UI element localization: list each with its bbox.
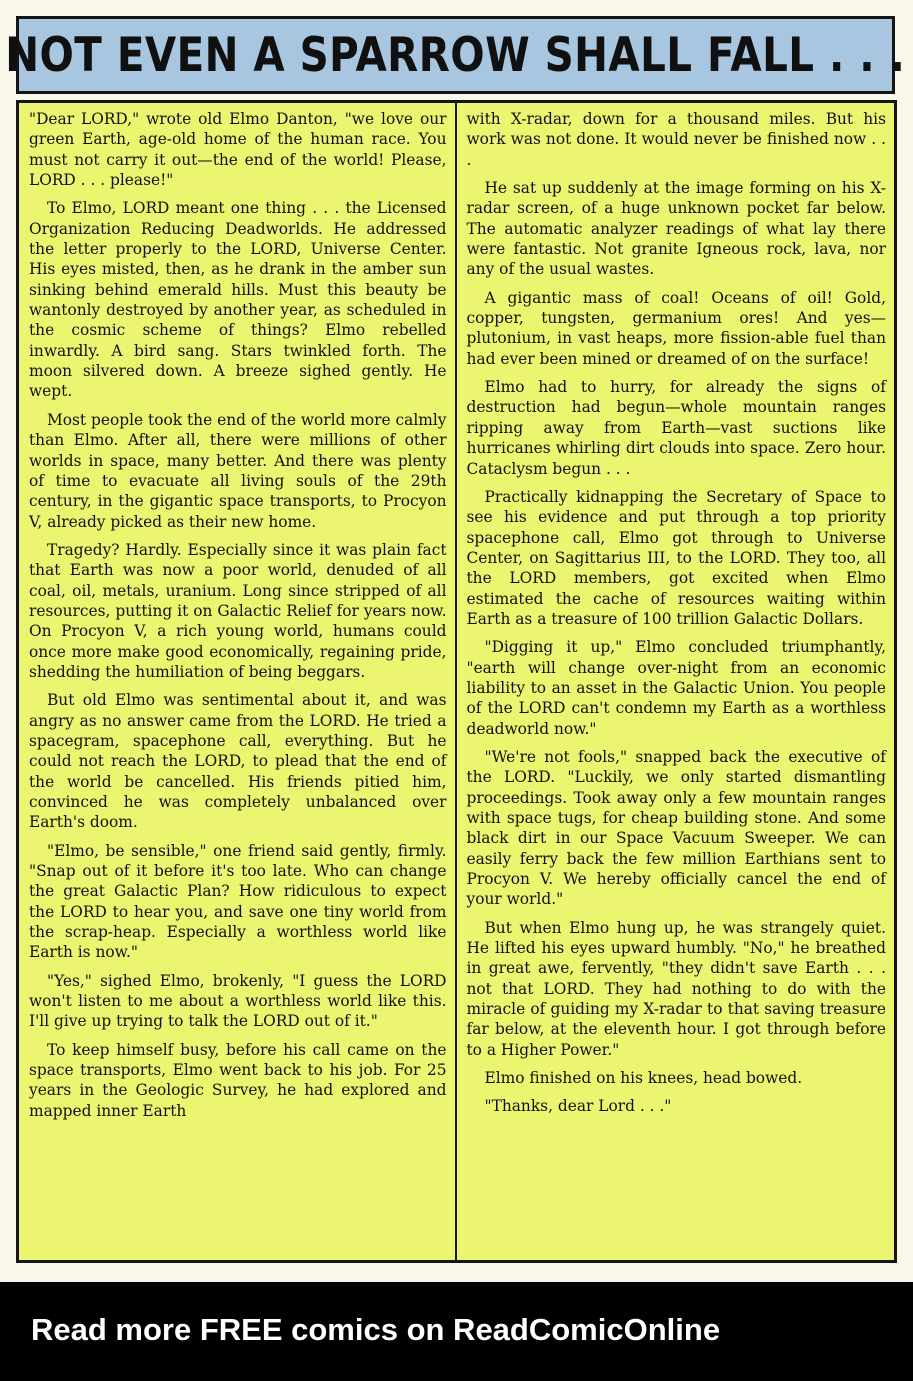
- story-paragraph: Tragedy? Hardly. Especially since it was plain fact that Earth was now a poor world, denuded of all coal, oil, metals, uranium. Long since stripped of all resources, putting it on Galactic Relief for years now. On Procyon V, a rich young world, humans could once more make good economically, regaining pride, shedding the humiliation of being beggars.: [29, 540, 447, 681]
- story-paragraph: A gigantic mass of coal! Oceans of oil! Gold, copper, tungsten, germanium ores! And yes—plutonium, in vast heaps, more fission-able fuel than had ever been mined or dreamed of on the surface!: [466, 288, 886, 368]
- story-paragraph: Practically kidnapping the Secretary of Space to see his evidence and put through a top priority spacephone call, Elmo got through to Universe Center, on Sagittarius III, to the LORD. They too, all the LORD members, got excited when Elmo estimated the cache of resources waiting within Earth as a treasure of 100 trillion Galactic Dollars.: [466, 487, 886, 628]
- promo-footer-bar: [0, 1282, 913, 1381]
- title-banner: [5, 16, 906, 94]
- story-paragraph: "Digging it up," Elmo concluded triumphantly, "earth will change over-night from an economic liability to an asset in the Galactic Union. You people of the LORD can't condemn my Earth as a worthless deadworld now.": [466, 638, 886, 738]
- story-paragraph: "Elmo, be sensible," one friend said gently, firmly. "Snap out of it before it's too late. Who can change the great Galactic Plan? How ridiculous to expect the LORD to hear you, and save one tiny world from the scrap-heap. Especially a worthless world like Earth is now.": [29, 841, 447, 962]
- story-paragraph: But old Elmo was sentimental about it, and was angry as no answer came from the LORD. He tried a spacegram, spacephone call, everything. But he could not reach the LORD, to plead that the end of the world be cancelled. His friends pitied him, convinced he was completely unbalanced over Earth's doom.: [29, 691, 447, 832]
- story-title: NOT EVEN A SPARROW SHALL FALL . . .: [5, 27, 906, 83]
- story-paragraph: "Dear LORD," wrote old Elmo Danton, "we love our green Earth, age-old home of the human race. You must not carry it out—the end of the world! Please, LORD . . . please!": [29, 110, 447, 190]
- story-paragraph: "We're not fools," snapped back the executive of the LORD. "Luckily, we only started dismantling proceedings. Took away only a few mountain ranges with space tugs, for cheap building stone. And some black dirt in our Space Vacuum Sweeper. We can easily ferry back the few million Earthians sent to Procyon V. We hereby officially cancel the end of your world.": [466, 747, 886, 909]
- story-paragraph: Elmo had to hurry, for already the signs of destruction had begun—whole mountain ranges ripping away from Earth—vast suctions like hurricanes whirling dirt clouds into space. Zero hour. Cataclysm begun . . .: [466, 378, 886, 478]
- story-paragraph: Most people took the end of the world more calmly than Elmo. After all, there were millions of other worlds in space, many better. And there was plenty of time to evacuate all living souls of the 29th century, in the gigantic space transports, to Procyon V, already picked as their new home.: [29, 410, 447, 531]
- story-paragraph: Elmo finished on his knees, head bowed.: [484, 1069, 803, 1088]
- story-paragraph: He sat up suddenly at the image forming on his X-radar screen, of a huge unknown pocket far below. The automatic analyzer readings of what lay there were fantastic. Not granite Igneous rock, lava, nor any of the usual wastes.: [466, 179, 886, 279]
- story-text-panel: [16, 100, 897, 1263]
- story-column-right: [457, 103, 895, 1260]
- promo-footer-text: Read more FREE comics on ReadComicOnline: [31, 1311, 721, 1347]
- story-paragraph: To keep himself busy, before his call came on the space transports, Elmo went back to his job. For 25 years in the Geologic Survey, he had explored and mapped inner Earth: [29, 1040, 447, 1120]
- story-paragraph: "Thanks, dear Lord . . .": [484, 1097, 672, 1116]
- story-paragraph: To Elmo, LORD meant one thing . . . the Licensed Organization Reducing Deadworlds. He addressed the letter properly to the LORD, Universe Center. His eyes misted, then, as he drank in the amber sun sinking behind emerald hills. Must this beauty be wantonly destroyed by another year, as scheduled in the cosmic scheme of things? Elmo rebelled inwardly. A bird sang. Stars twinkled forth. The moon silvered down. A breeze sighed gently. He wept.: [29, 199, 447, 401]
- story-paragraph: with X-radar, down for a thousand miles. But his work was not done. It would never be finished now . . .: [466, 110, 886, 169]
- story-paragraph: But when Elmo hung up, he was strangely quiet. He lifted his eyes upward humbly. "No," he breathed in great awe, fervently, "they didn't save Earth . . . not that LORD. They had nothing to do with the miracle of guiding my X-radar to that saving treasure far below, at the eleventh hour. I got through before to a Higher Power.": [466, 918, 886, 1059]
- story-paragraph: "Yes," sighed Elmo, brokenly, "I guess the LORD won't listen to me about a worthless world like this. I'll give up trying to talk the LORD out of it.": [29, 971, 447, 1031]
- story-column-left: [19, 103, 457, 1260]
